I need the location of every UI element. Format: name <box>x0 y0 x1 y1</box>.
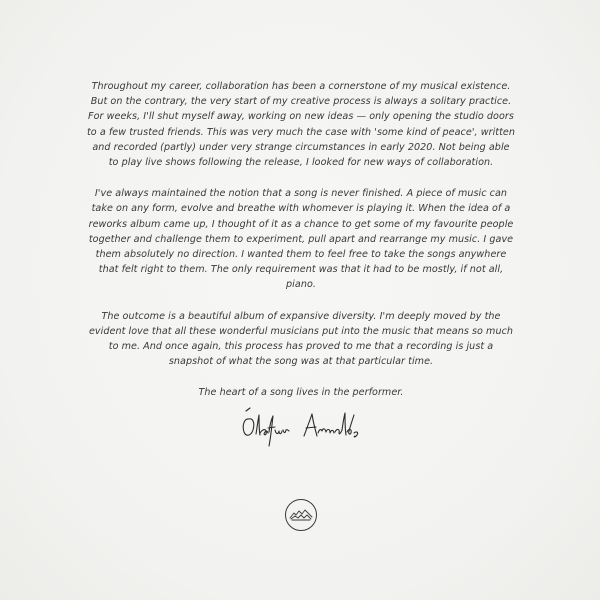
paragraph-3: The outcome is a beautiful album of expansive diversity. I'm deeply moved by the evident love that all these wonderful musicians put into the music that means so much to me. And once again, this process has proved to me that a recording is just a snapshot of what the song was at that particular time. <box>88 310 514 368</box>
signature-icon <box>238 406 362 452</box>
handwritten-signature <box>238 406 362 452</box>
mountain-circle-logo-icon <box>284 498 318 532</box>
paragraph-2: I've always maintained the notion that a song is never finished. A piece of music can take on any form, evolve and breathe with whomever is playing it. When the idea of a reworks album came up, I thought of it as a chance to get some of my favourite people together and challenge them to experiment, pull apart and rearrange my music. I gave them absolutely no direction. I wanted them to feel free to take the songs anywhere that felt right to them. The only requirement was that it had to be mostly, if not all, piano. <box>88 188 514 291</box>
closing-line: The heart of a song lives in the performer. <box>198 387 404 399</box>
letter-body <box>86 79 516 401</box>
paragraph-1: Throughout my career, collaboration has been a cornerstone of my musical existence. But on the contrary, the very start of my creative process is always a solitary practice. For weeks, I'll shut myself away, working on new ideas — only opening the studio doors to a few trusted friends. This was very much the case with 'some kind of peace', written and recorded (partly) under very strange circumstances in early 2020. Not being able to play live shows following the release, I looked for new ways of collaboration. <box>86 81 516 169</box>
